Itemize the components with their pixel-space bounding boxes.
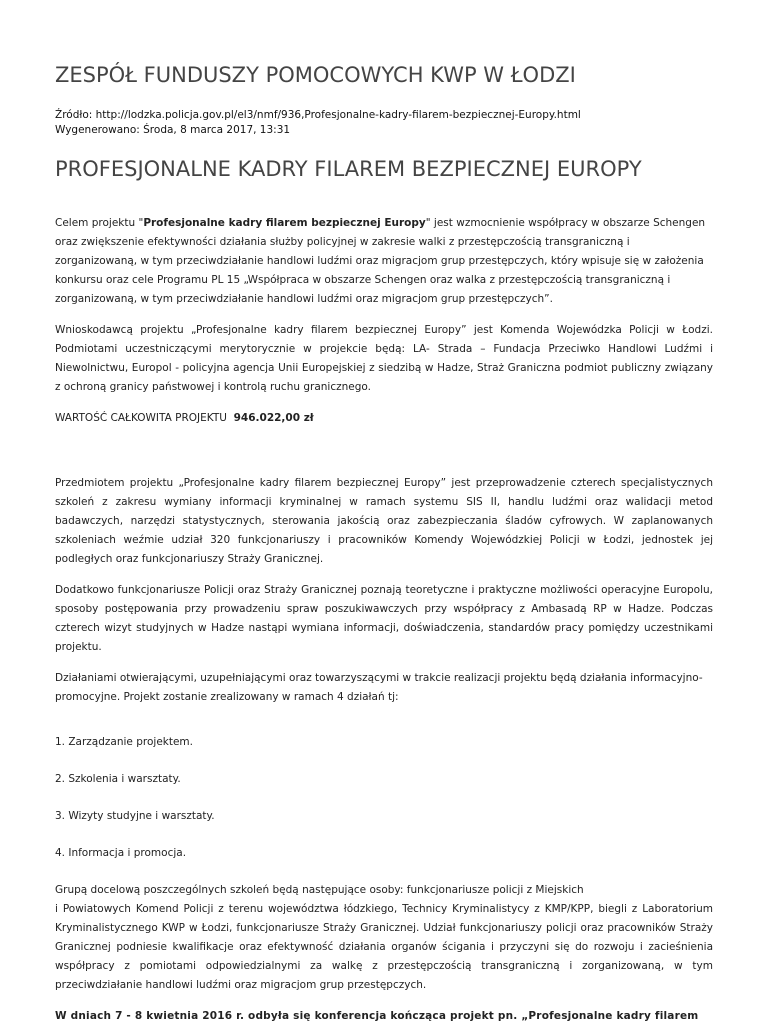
article-title: PROFESJONALNE KADRY FILAREM BEZPIECZNEJ EUROPY: [55, 157, 642, 181]
paragraph-actions: Działaniami otwierającymi, uzupełniającymi oraz towarzyszącymi w trakcie realizacji projektu będą działania informacyjno-promocyjne. Projekt zostanie zrealizowany w ramach 4 działań tj:: [55, 672, 703, 703]
site-title: ZESPÓŁ FUNDUSZY POMOCOWYCH KWP W ŁODZI: [55, 63, 576, 87]
project-value-amount: 946.022,00 zł: [233, 412, 314, 424]
paragraph-goal: Celem projektu "Profesjonalne kadry filarem bezpiecznej Europy" jest wzmocnienie współpracy w obszarze Schengen oraz zwiększenie efektywności działania służby policyjnej w zakresie walki z przestępczością transgraniczną i zorganizowaną, w tym przeciwdziałanie handlowi ludźmi oraz migracjom grup przestępczych, który wpisuje się w założenia konkursu oraz cele Programu PL 15 „Współpraca w obszarze Schengen oraz walka z przestępczością transgraniczną i zorganizowaną, w tym przeciwdziałanie handlowi ludźmi oraz migracjom grup przestępczych”.: [55, 217, 706, 305]
document-meta: [55, 108, 713, 138]
source-line: Źródło: http://lodzka.policja.gov.pl/el3/nmf/936,Profesjonalne-kadry-filarem-bezpiecznej-Europy.html: [55, 109, 581, 121]
project-value-label: WARTOŚĆ CAŁKOWITA PROJEKTU: [55, 412, 227, 424]
paragraph-applicant: Wnioskodawcą projektu „Profesjonalne kadry filarem bezpiecznej Europy” jest Komenda Wojewódzka Policji w Łodzi. Podmiotami uczestniczącymi merytorycznie w projekcie będą: LA- Strada – Fundacja Przeciwko Handlowi Ludźmi i Niewolnictwu, Europol - policyjna agencja Unii Europejskiej z siedzibą w Hadze, Straż Graniczna podmiot publiczny związany z ochroną granicy państwowej i kontrolą ruchu granicznego.: [55, 324, 713, 393]
project-value: [55, 409, 713, 428]
paragraph-conference: W dniach 7 - 8 kwietnia 2016 r. odbyła się konferencja kończąca projekt pn. „Profesjonalne kadry filarem: [55, 1010, 699, 1022]
article-body: [55, 214, 713, 1026]
list-item: 3. Wizyty studyjne i warsztaty.: [55, 810, 215, 822]
paragraph-target-group: Grupą docelową poszczególnych szkoleń będą następujące osoby: funkcjonariusze policji z Miejskich i Powiatowych Komend Policji z terenu województwa łódzkiego, Technicy Kryminalistycy z KMP/KPP, biegli z Laboratorium Kryminalistycznego KWP w Łodzi, funkcjonariusze Straży Granicznej. Udział funkcjonariuszy policji oraz pracowników Straży Granicznej podniesie kwalifikacje oraz efektywność działania organów ścigania i przyczyni się do rozwoju i zacieśnienia współpracy z pomiotami odpowiedzialnymi za walkę z przestępczością transgraniczną i zorganizowaną, w tym przeciwdziałanie handlowi ludźmi oraz migracjom grup przestępczych.: [55, 884, 713, 991]
project-name-bold: Profesjonalne kadry filarem bezpiecznej Europy: [143, 217, 426, 229]
paragraph-subject: Przedmiotem projektu „Profesjonalne kadry filarem bezpiecznej Europy” jest przeprowadzenie czterech specjalistycznych szkoleń z zakresu wymiany informacji kryminalnej w ramach systemu SIS II, handlu ludźmi oraz walidacji metod badawczych, narzędzi statystycznych, sterowania jakością oraz zabezpieczania śladów cyfrowych. W zaplanowanych szkoleniach weźmie udział 320 funkcjonariuszy i pracowników Komendy Wojewódzkiej Policji w Łodzi, jednostek jej podległych oraz funkcjonariuszy Straży Granicznej.: [55, 477, 713, 565]
list-item: 2. Szkolenia i warsztaty.: [55, 773, 181, 785]
generated-line: Wygenerowano: Środa, 8 marca 2017, 13:31: [55, 124, 291, 136]
paragraph-additional: Dodatkowo funkcjonariusze Policji oraz Straży Granicznej poznają teoretyczne i praktyczne możliwości operacyjne Europolu, sposoby postępowania przy prowadzeniu spraw poszukiwawczych przy współpracy z Ambasadą RP w Hadze. Podczas czterech wizyt studyjnych w Hadze nastąpi wymiana informacji, doświadczenia, standardów pracy pomiędzy uczestnikami projektu.: [55, 584, 713, 653]
list-item: 4. Informacja i promocja.: [55, 847, 187, 859]
list-item: 1. Zarządzanie projektem.: [55, 736, 194, 748]
